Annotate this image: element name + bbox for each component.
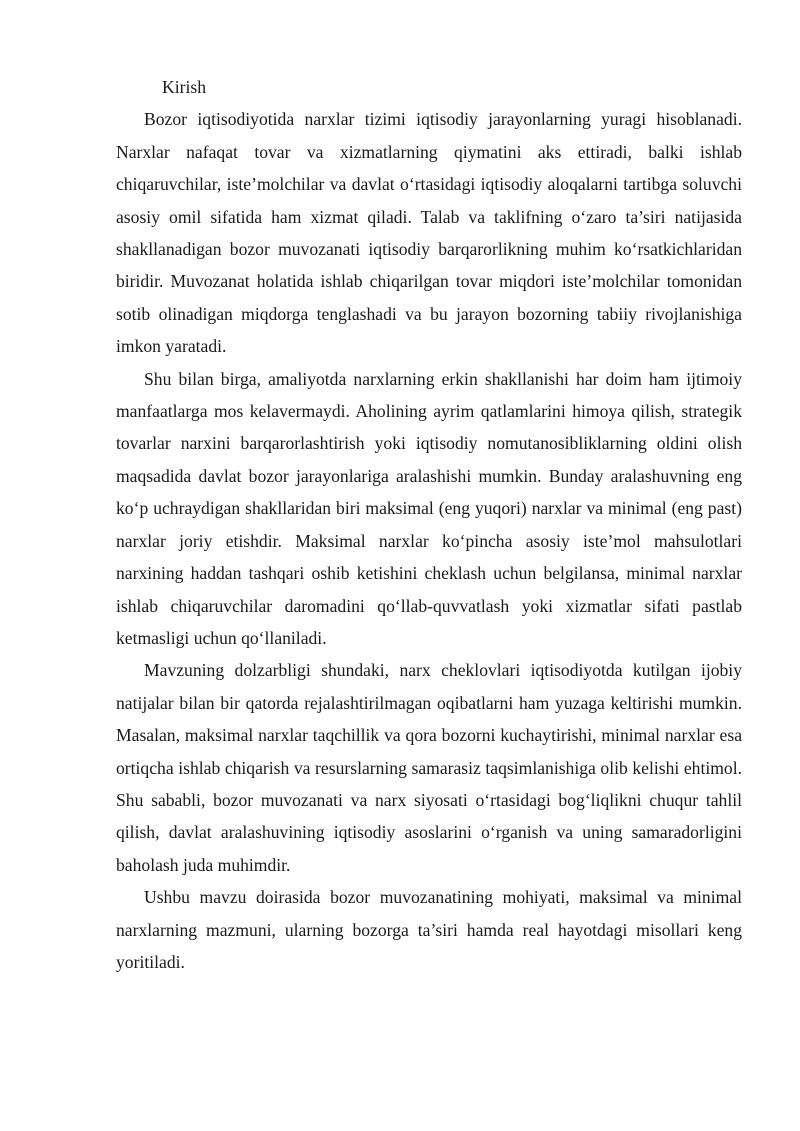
paragraph-4: Ushbu mavzu doirasida bozor muvozanatining mohiyati, maksimal va minimal narxlarning mazmuni, ularning bozorga ta’siri hamda real hayotdagi misollari keng yoritiladi. — [116, 887, 742, 972]
paragraph-2: Shu bilan birga, amaliyotda narxlarning erkin shakllanishi har doim ham ijtimoiy manfaatlarga mos kelavermaydi. Aholining ayrim qatlamlarini himoya qilish, strategik tovarlar narxini barqarorlashtirish yoki iqtisodiy nomutanosibliklarning oldini olish maqsadida davlat bozor jarayonlariga aralashishi mumkin. Bunday aralashuvning eng ko‘p uchraydigan shakllaridan biri maksimal (eng yuqori) narxlar va minimal (eng past) narxlar joriy etishdir. Maksimal narxlar ko‘pincha asosiy iste’mol mahsulotlari narxining haddan tashqari oshib ketishini cheklash uchun belgilansa, minimal narxlar ishlab chiqaruvchilar daromadini qo‘llab-quvvatlash yoki xizmatlar sifati pastlab ketmasligi uchun qo‘llaniladi. — [116, 368, 742, 648]
paragraph-1: Bozor iqtisodiyotida narxlar tizimi iqtisodiy jarayonlarning yuragi hisoblanadi. Narxlar nafaqat tovar va xizmatlarning qiymatini aks ettiradi, balki ishlab chiqaruvchilar, iste’molchilar va davlat o‘rtasidagi iqtisodiy aloqalarni tartibga soluvchi asosiy omil sifatida ham xizmat qiladi. Talab va taklifning o‘zaro ta’siri natijasida shakllanadigan bozor muvozanati iqtisodiy barqarorlikning muhim ko‘rsatkichlaridan biridir. Muvozanat holatida ishlab chiqarilgan tovar miqdori iste’molchilar tomonidan sotib olinadigan miqdorga tenglashadi va bu jarayon bozorning tabiiy rivojlanishiga imkon yaratadi. — [116, 109, 742, 357]
paragraph-3: Mavzuning dolzarbligi shundaki, narx cheklovlari iqtisodiyotda kutilgan ijobiy natijalar bilan bir qatorda rejalashtirilmagan oqibatlarni ham yuzaga keltirishi mumkin. Masalan, maksimal narxlar taqchillik va qora bozorni kuchaytirishi, minimal narxlar esa ortiqcha ishlab chiqarish va resurslarning samarasiz taqsimlanishiga olib kelishi ehtimol. Shu sababli, bozor muvozanati va narx siyosati o‘rtasidagi bog‘liqlikni chuqur tahlil qilish, davlat aralashuvining iqtisodiy asoslarini o‘rganish va uning samaradorligini baholash juda muhimdir. — [116, 660, 742, 875]
section-heading: Kirish — [162, 77, 206, 97]
document-body — [116, 71, 742, 978]
